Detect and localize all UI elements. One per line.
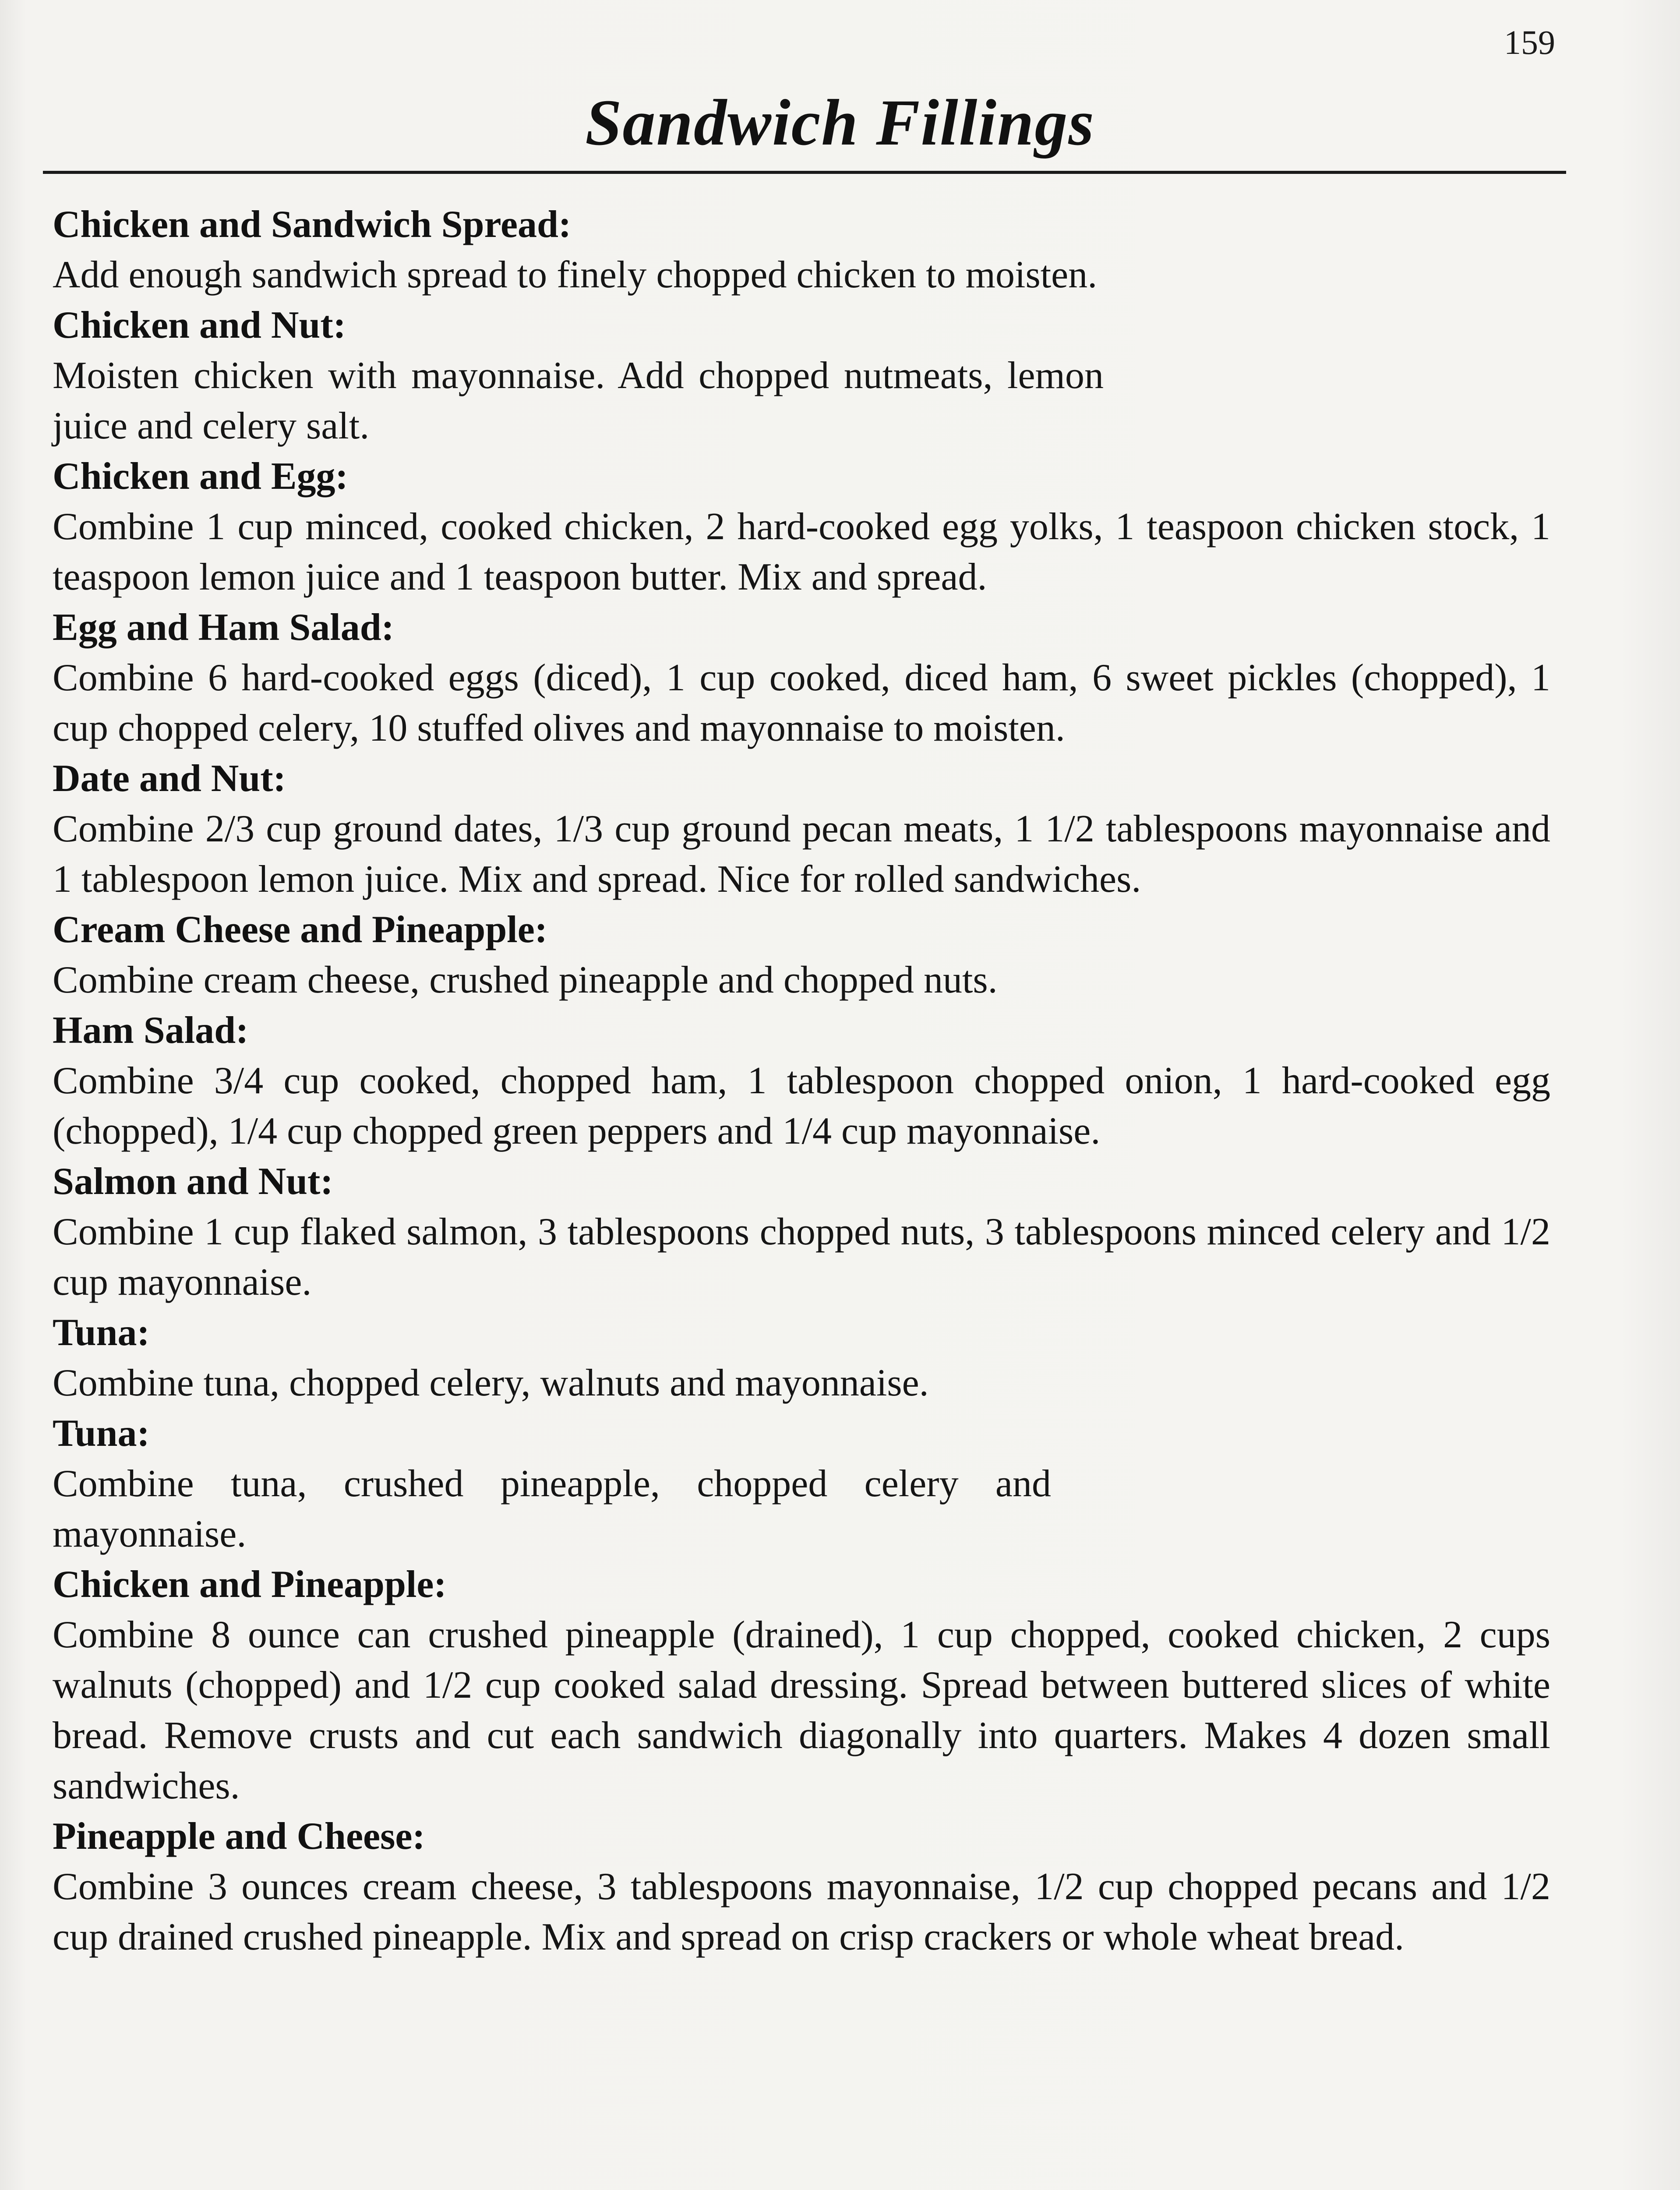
recipe-egg-ham-salad	[53, 602, 1550, 753]
page-number: 159	[1504, 23, 1555, 61]
recipe-title: Egg and Ham Salad:	[53, 606, 394, 649]
recipe-instructions: Combine 2/3 cup ground dates, 1/3 cup ground pecan meats, 1 1/2 tablespoons mayonnaise and 1 tablespoon lemon juice. Mix and spread. Nice for rolled sandwiches.	[53, 808, 1550, 901]
recipe-chicken-sandwich-spread	[53, 199, 1550, 300]
recipe-title: Salmon and Nut:	[53, 1160, 333, 1203]
recipe-instructions: Combine 1 cup flaked salmon, 3 tablespoons chopped nuts, 3 tablespoons minced celery and 1/2 cup mayonnaise.	[53, 1211, 1550, 1303]
title-divider	[43, 171, 1566, 174]
recipe-title: Date and Nut:	[53, 757, 286, 800]
recipe-chicken-nut	[53, 300, 1550, 451]
recipe-instructions: Combine tuna, chopped celery, walnuts and mayonnaise.	[53, 1362, 929, 1404]
recipe-instructions: Combine cream cheese, crushed pineapple and chopped nuts.	[53, 959, 998, 1001]
recipe-instructions: Add enough sandwich spread to finely chopped chicken to moisten.	[53, 254, 1098, 296]
recipe-title: Ham Salad:	[53, 1009, 249, 1052]
recipe-title: Tuna:	[53, 1311, 150, 1354]
recipe-tuna-celery	[53, 1307, 1550, 1408]
recipe-chicken-pineapple	[53, 1559, 1550, 1811]
recipe-title: Pineapple and Cheese:	[53, 1815, 425, 1858]
recipe-title: Chicken and Sandwich Spread:	[53, 203, 572, 246]
recipe-list	[53, 199, 1550, 1962]
recipe-instructions: Combine 8 ounce can crushed pineapple (drained), 1 cup chopped, cooked chicken, 2 cups walnuts (chopped) and 1/2 cup cooked salad dressing. Spread between buttered slices of white bread. Remove crusts and cut each sandwich diagonally into quarters. Makes 4 dozen small sandwiches.	[53, 1614, 1550, 1807]
recipe-title: Cream Cheese and Pineapple:	[53, 908, 548, 951]
recipe-ham-salad	[53, 1005, 1550, 1156]
recipe-date-nut	[53, 753, 1550, 904]
recipe-pineapple-cheese	[53, 1811, 1550, 1962]
recipe-cream-cheese-pineapple	[53, 904, 1550, 1005]
recipe-instructions: Combine tuna, crushed pineapple, chopped celery and mayonnaise.	[53, 1462, 1051, 1555]
recipe-title: Chicken and Egg:	[53, 455, 348, 498]
recipe-instructions: Moisten chicken with mayonnaise. Add chopped nutmeats, lemon juice and celery salt.	[53, 354, 1104, 447]
recipe-title: Chicken and Nut:	[53, 304, 346, 346]
recipe-title: Tuna:	[53, 1412, 150, 1455]
recipe-instructions: Combine 6 hard-cooked eggs (diced), 1 cup cooked, diced ham, 6 sweet pickles (chopped), 1 cup chopped celery, 10 stuffed olives and mayonnaise to moisten.	[53, 657, 1550, 749]
recipe-tuna-pineapple	[53, 1408, 1550, 1559]
recipe-instructions: Combine 3 ounces cream cheese, 3 tablespoons mayonnaise, 1/2 cup chopped pecans and 1/2 cup drained crushed pineapple. Mix and spread on crisp crackers or whole wheat bread.	[53, 1865, 1550, 1958]
recipe-salmon-nut	[53, 1156, 1550, 1307]
recipe-title: Chicken and Pineapple:	[53, 1563, 447, 1606]
recipe-instructions: Combine 1 cup minced, cooked chicken, 2 hard-cooked egg yolks, 1 teaspoon chicken stock, 1 teaspoon lemon juice and 1 teaspoon butter. Mix and spread.	[53, 505, 1550, 598]
recipe-instructions: Combine 3/4 cup cooked, chopped ham, 1 tablespoon chopped onion, 1 hard-cooked egg (chopped), 1/4 cup chopped green peppers and 1/4 cup mayonnaise.	[53, 1060, 1550, 1152]
recipe-chicken-egg	[53, 451, 1550, 602]
page-title: Sandwich Fillings	[585, 86, 1095, 159]
